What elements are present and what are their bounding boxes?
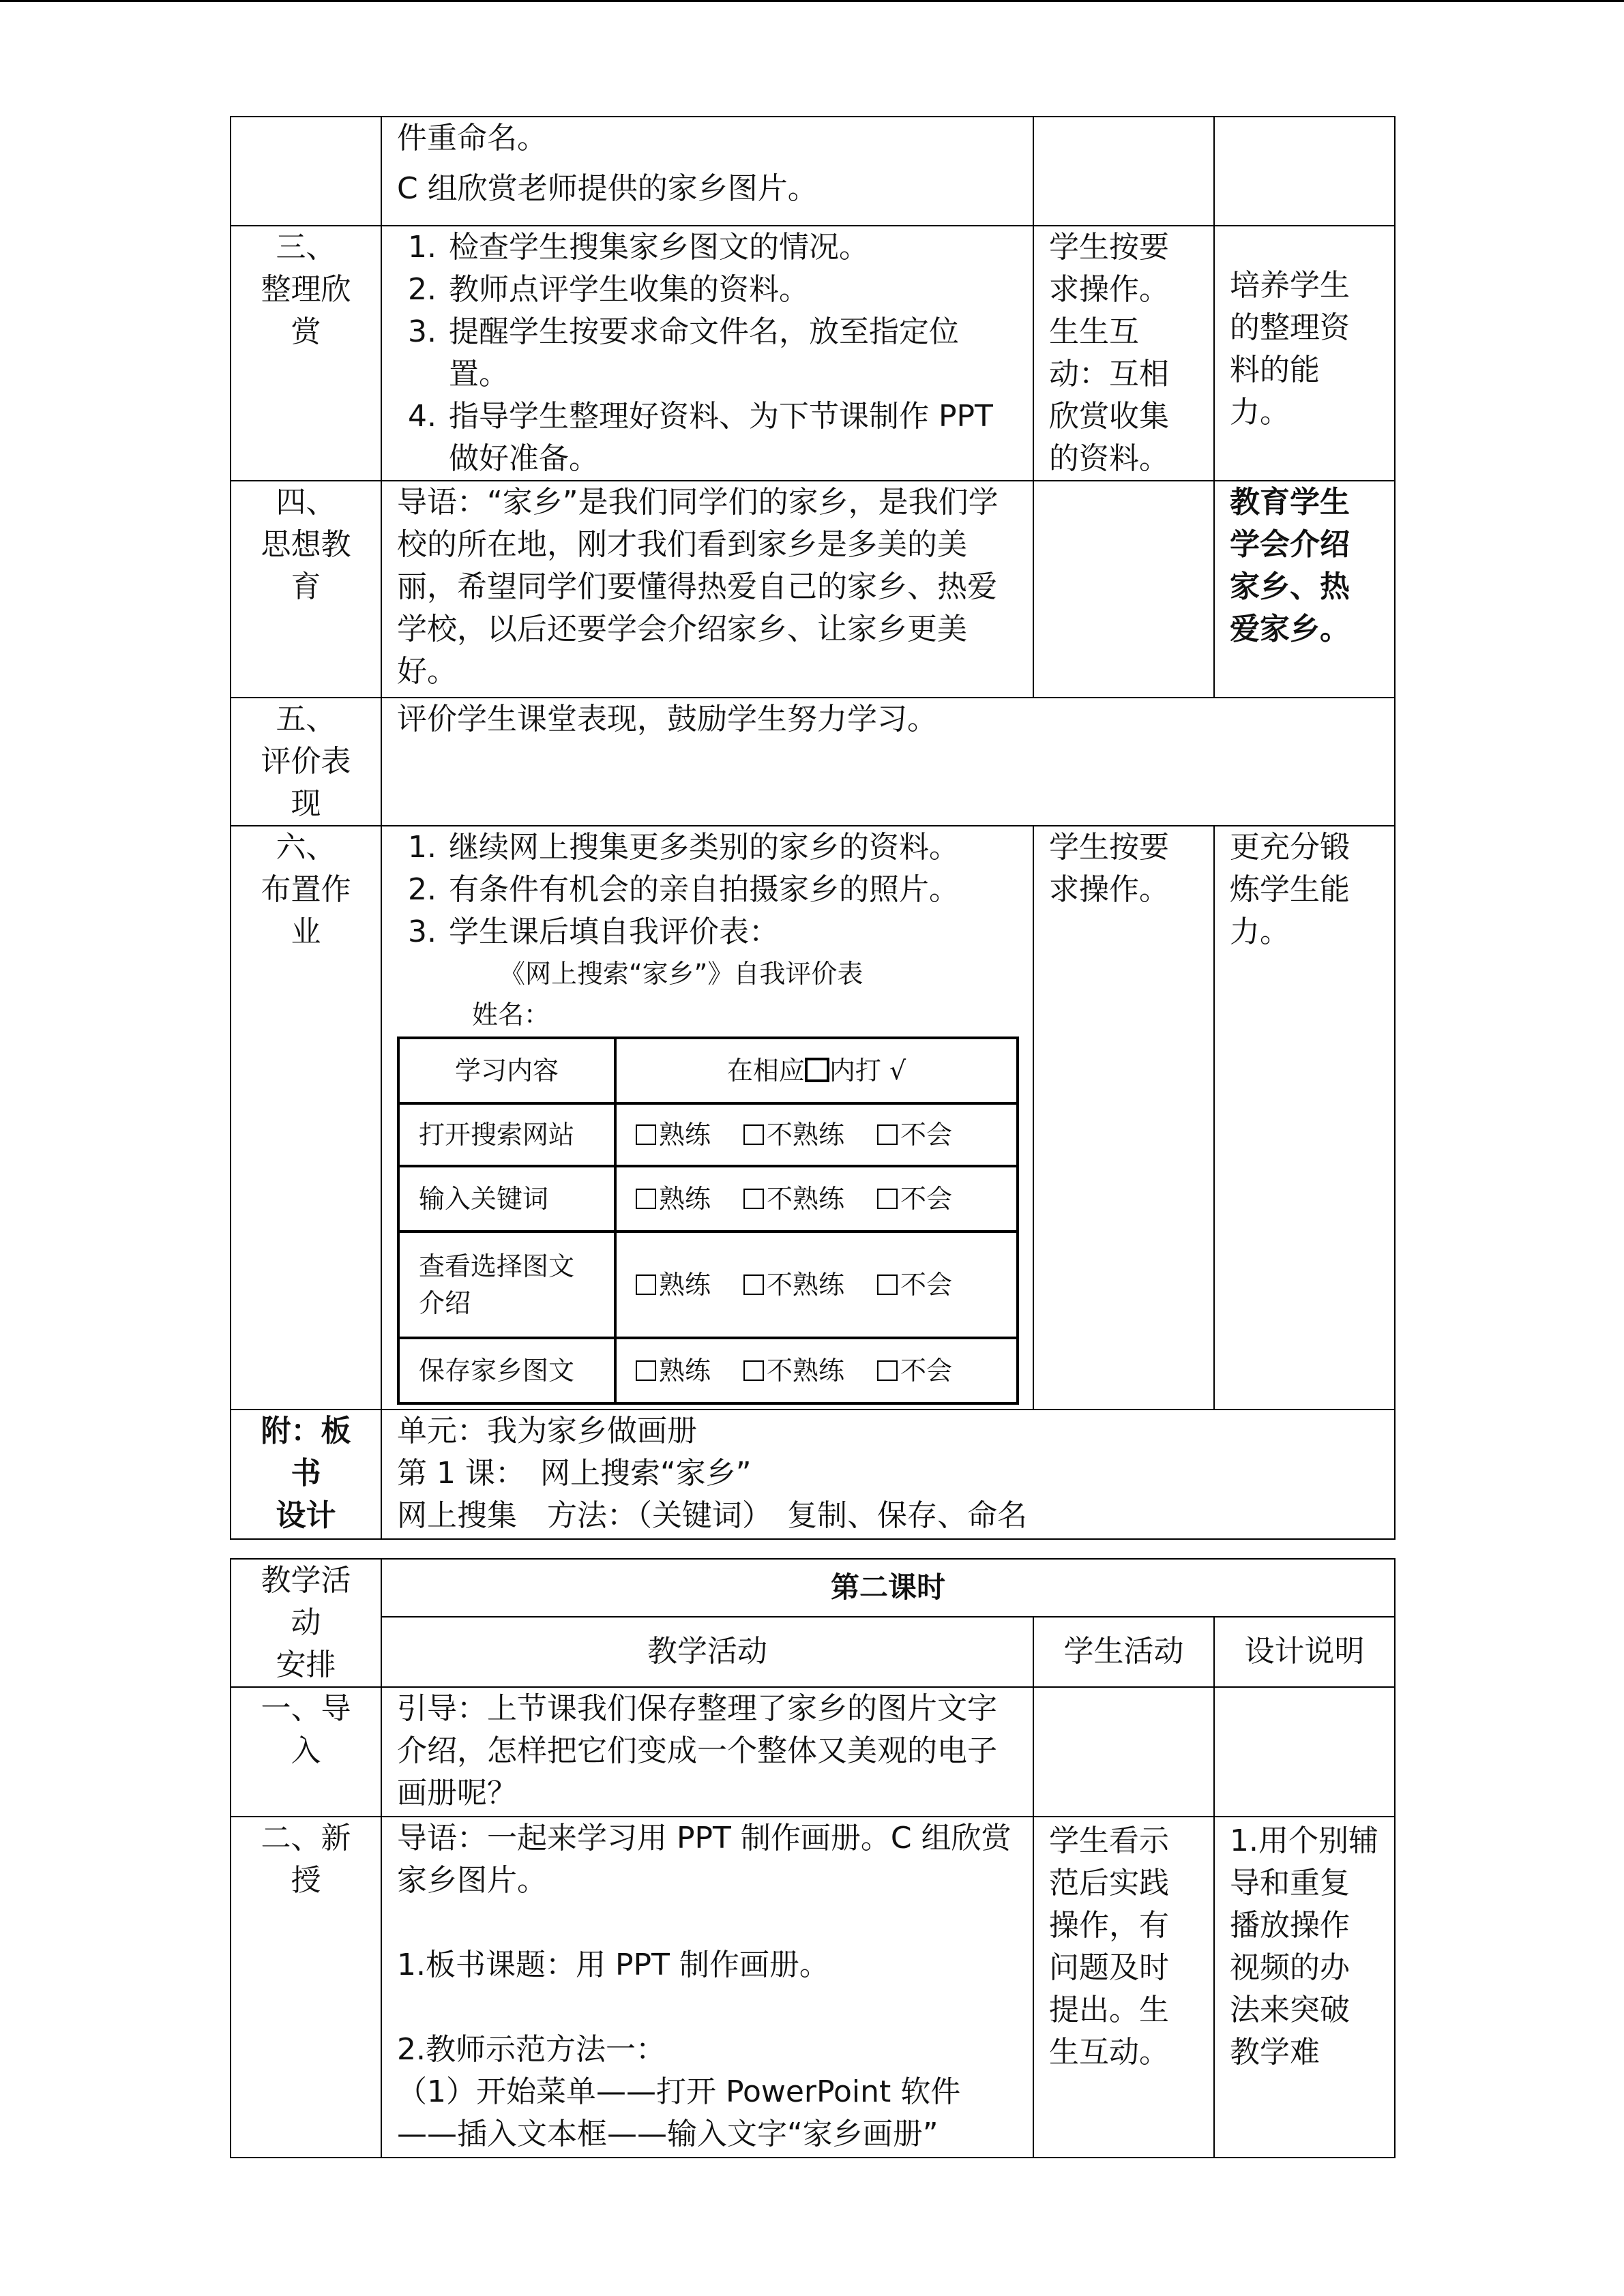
section-title: 思想教育: [261, 527, 351, 604]
activity-cell: [381, 226, 1033, 481]
design-note-text: 更充分锻炼学生能力。: [1230, 830, 1350, 949]
checkbox-icon: [805, 1058, 829, 1082]
student-cell: [1033, 226, 1214, 481]
lesson-plan-table-2: [230, 1558, 1396, 2158]
column-header: 学习内容: [398, 1038, 615, 1103]
design-note-text: 培养学生的整理资料的能力。: [1230, 268, 1350, 430]
option-label: 熟练: [659, 1184, 711, 1214]
option-checkbox[interactable]: [743, 1180, 844, 1217]
option-label: 不熟练: [767, 1120, 845, 1150]
text-line: 2.教师示范方法一：: [397, 2032, 666, 2067]
header-text: 在相应: [726, 1056, 805, 1086]
spacer: [397, 1902, 1018, 1944]
column-header: 教学活动: [261, 1563, 351, 1640]
section-cell: [231, 698, 381, 826]
option-checkbox[interactable]: [877, 1180, 952, 1217]
section-title: 布置作业: [261, 872, 351, 949]
student-activity-text: 学生看示范后实践操作，有问题及时提出。生生互动。: [1049, 1823, 1169, 2070]
text-line: 导语：一起来学习用 PPT 制作画册。C 组欣赏家乡图片。: [397, 1821, 1012, 1898]
design-note-text: 1.用个别辅导和重复播放操作视频的办法来突破教学难: [1230, 1823, 1378, 2070]
text-line: 件重命名。: [397, 121, 547, 155]
text-line: 1.板书课题：用 PPT 制作画册。: [397, 1948, 829, 1982]
item-cell: 保存家乡图文: [398, 1338, 615, 1403]
header-text: 内打 √: [829, 1056, 906, 1086]
design-cell: [1214, 1817, 1395, 2158]
design-cell: [1214, 481, 1395, 698]
option-label: 不会: [900, 1270, 953, 1300]
checkbox-icon: [743, 1360, 764, 1381]
list-item: 1. 检查学生搜集家乡图文的情况。: [446, 226, 1018, 269]
checkbox-icon: [877, 1274, 898, 1295]
column-header: 安排: [276, 1648, 336, 1682]
option-label: 不熟练: [767, 1356, 845, 1386]
column-header: 教学活动: [381, 1617, 1033, 1687]
section-cell: [231, 117, 381, 226]
options-cell: [615, 1166, 1018, 1232]
option-checkbox[interactable]: [743, 1266, 844, 1303]
list-item: 1. 继续网上搜集更多类别的家乡的资料。: [446, 826, 1018, 869]
period-title: 第二课时: [381, 1559, 1395, 1617]
evaluation-text: 评价学生课堂表现，鼓励学生努力学习。: [397, 702, 937, 736]
design-cell: [1214, 226, 1395, 481]
lesson-plan-table-1: [230, 116, 1396, 1540]
column-header: 设计说明: [1214, 1617, 1395, 1687]
self-evaluation-table: [397, 1037, 1019, 1405]
activity-cell: [381, 826, 1033, 1410]
student-cell: [1033, 826, 1214, 1410]
text-line: （1）开始菜单——打开 PowerPoint 软件——插入文本框——输入文字“家乡画册”: [397, 2074, 961, 2151]
table-row: [231, 698, 1395, 826]
option-label: 不会: [900, 1356, 953, 1386]
list-item: 4. 指导学生整理好资料、为下节课制作 PPT 做好准备。: [446, 396, 1018, 480]
item-cell: 输入关键词: [398, 1166, 615, 1232]
table-row: [231, 226, 1395, 481]
checkbox-icon: [743, 1124, 764, 1145]
option-checkbox[interactable]: [636, 1352, 711, 1389]
section-number: 六、: [276, 830, 336, 865]
list-item: 2. 教师点评学生收集的资料。: [446, 269, 1018, 311]
step-list: [397, 226, 1018, 480]
section-cell: [231, 1410, 381, 1539]
lead-in-text: 导语：“家乡”是我们同学们的家乡，是我们学校的所在地，刚才我们看到家乡是多美的美丽，希望同学们要懂得热爱自己的家乡、热爱学校，以后还要学会介绍家乡、让家乡更美好。: [397, 485, 999, 689]
option-checkbox[interactable]: [636, 1266, 711, 1303]
activity-cell: [381, 1817, 1033, 2158]
column-header: [615, 1038, 1018, 1103]
option-checkbox[interactable]: [877, 1266, 952, 1303]
option-checkbox[interactable]: [743, 1116, 844, 1153]
checkbox-icon: [636, 1189, 656, 1209]
checkbox-icon: [743, 1274, 764, 1295]
list-item: 2. 有条件有机会的亲自拍摄家乡的照片。: [446, 869, 1018, 911]
section-title: 附：板书: [261, 1414, 351, 1491]
options-cell: [615, 1103, 1018, 1166]
checkbox-icon: [877, 1124, 898, 1145]
option-checkbox[interactable]: [877, 1352, 952, 1389]
column-header: 学生活动: [1033, 1617, 1214, 1687]
checkbox-icon: [636, 1124, 656, 1145]
text-line: 第 1 课： 网上搜索“家乡”: [397, 1456, 752, 1491]
option-label: 不熟练: [767, 1184, 845, 1214]
checkbox-icon: [743, 1189, 764, 1209]
table-row: [231, 117, 1395, 226]
design-cell: [1214, 826, 1395, 1410]
list-item: 3. 提醒学生按要求命文件名，放至指定位置。: [446, 311, 1018, 396]
section-number: 四、: [276, 485, 336, 520]
activity-cell: [381, 117, 1033, 226]
table-row: [231, 1410, 1395, 1539]
student-cell: [1033, 117, 1214, 226]
option-label: 熟练: [659, 1120, 711, 1150]
table-row: [398, 1103, 1018, 1166]
section-title: 评价表现: [261, 744, 351, 821]
table-row: [231, 1559, 1395, 1617]
item-cell: 查看选择图文介绍: [398, 1232, 615, 1338]
section-title: 整理欣赏: [261, 272, 351, 349]
table-row: [231, 1617, 1395, 1687]
section-number: 五、: [276, 702, 336, 736]
option-label: 熟练: [659, 1356, 711, 1386]
text-line: 单元：我为家乡做画册: [397, 1414, 697, 1448]
student-cell: [1033, 1817, 1214, 2158]
option-label: 不熟练: [767, 1270, 845, 1300]
option-checkbox[interactable]: [877, 1116, 952, 1153]
student-activity-text: 学生按要求操作。生生互动：互相欣赏收集的资料。: [1049, 230, 1169, 476]
design-cell: [1214, 117, 1395, 226]
arrange-header-cell: [231, 1559, 381, 1687]
checkbox-icon: [636, 1360, 656, 1381]
section-cell: [231, 826, 381, 1410]
student-cell: [1033, 481, 1214, 698]
table-row: [398, 1038, 1018, 1103]
name-label: 姓名：: [472, 1000, 550, 1030]
section-cell: 二、新授: [231, 1817, 381, 2158]
item-cell: 打开搜索网站: [398, 1103, 615, 1166]
evaluation-form-title: 《网上搜索“家乡”》自我评价表: [499, 959, 863, 989]
section-title: 设计: [276, 1498, 336, 1533]
option-checkbox[interactable]: [636, 1116, 711, 1153]
activity-cell: [381, 1687, 1033, 1817]
table-row: [231, 826, 1395, 1410]
option-label: 不会: [900, 1184, 953, 1214]
design-note-text: 教育学生学会介绍家乡、热爱家乡。: [1230, 485, 1350, 646]
section-cell: [231, 226, 381, 481]
activity-cell: [381, 698, 1395, 826]
table-row: [398, 1338, 1018, 1403]
activity-cell: [381, 481, 1033, 698]
checkbox-icon: [636, 1274, 656, 1295]
lead-in-text: 引导：上节课我们保存整理了家乡的图片文字介绍，怎样把它们变成一个整体又美观的电子画册呢？: [397, 1691, 997, 1810]
page-top-border: [0, 0, 1624, 2]
table-row: [231, 1687, 1395, 1817]
homework-list: [397, 826, 1018, 953]
section-cell: 一、导入: [231, 1687, 381, 1817]
option-label: 不会: [900, 1120, 953, 1150]
student-cell: [1033, 1687, 1214, 1817]
section-cell: [231, 481, 381, 698]
blackboard-design-cell: [381, 1410, 1395, 1539]
checkbox-icon: [877, 1360, 898, 1381]
table-row: [398, 1166, 1018, 1232]
option-label: 熟练: [659, 1270, 711, 1300]
text-line: C 组欣赏老师提供的家乡图片。: [397, 171, 818, 206]
table-row: [231, 481, 1395, 698]
table-row: [231, 1817, 1395, 2158]
list-item: 3. 学生课后填自我评价表：: [446, 911, 1018, 953]
option-checkbox[interactable]: [636, 1180, 711, 1217]
table-row: [398, 1232, 1018, 1338]
section-number: 三、: [276, 230, 336, 265]
spacer: [397, 1986, 1018, 2029]
options-cell: [615, 1338, 1018, 1403]
design-cell: [1214, 1687, 1395, 1817]
student-activity-text: 学生按要求操作。: [1049, 830, 1169, 907]
text-line: 网上搜集 方法：（关键词） 复制、保存、命名: [397, 1498, 1027, 1533]
options-cell: [615, 1232, 1018, 1338]
option-checkbox[interactable]: [743, 1352, 844, 1389]
checkbox-icon: [877, 1189, 898, 1209]
